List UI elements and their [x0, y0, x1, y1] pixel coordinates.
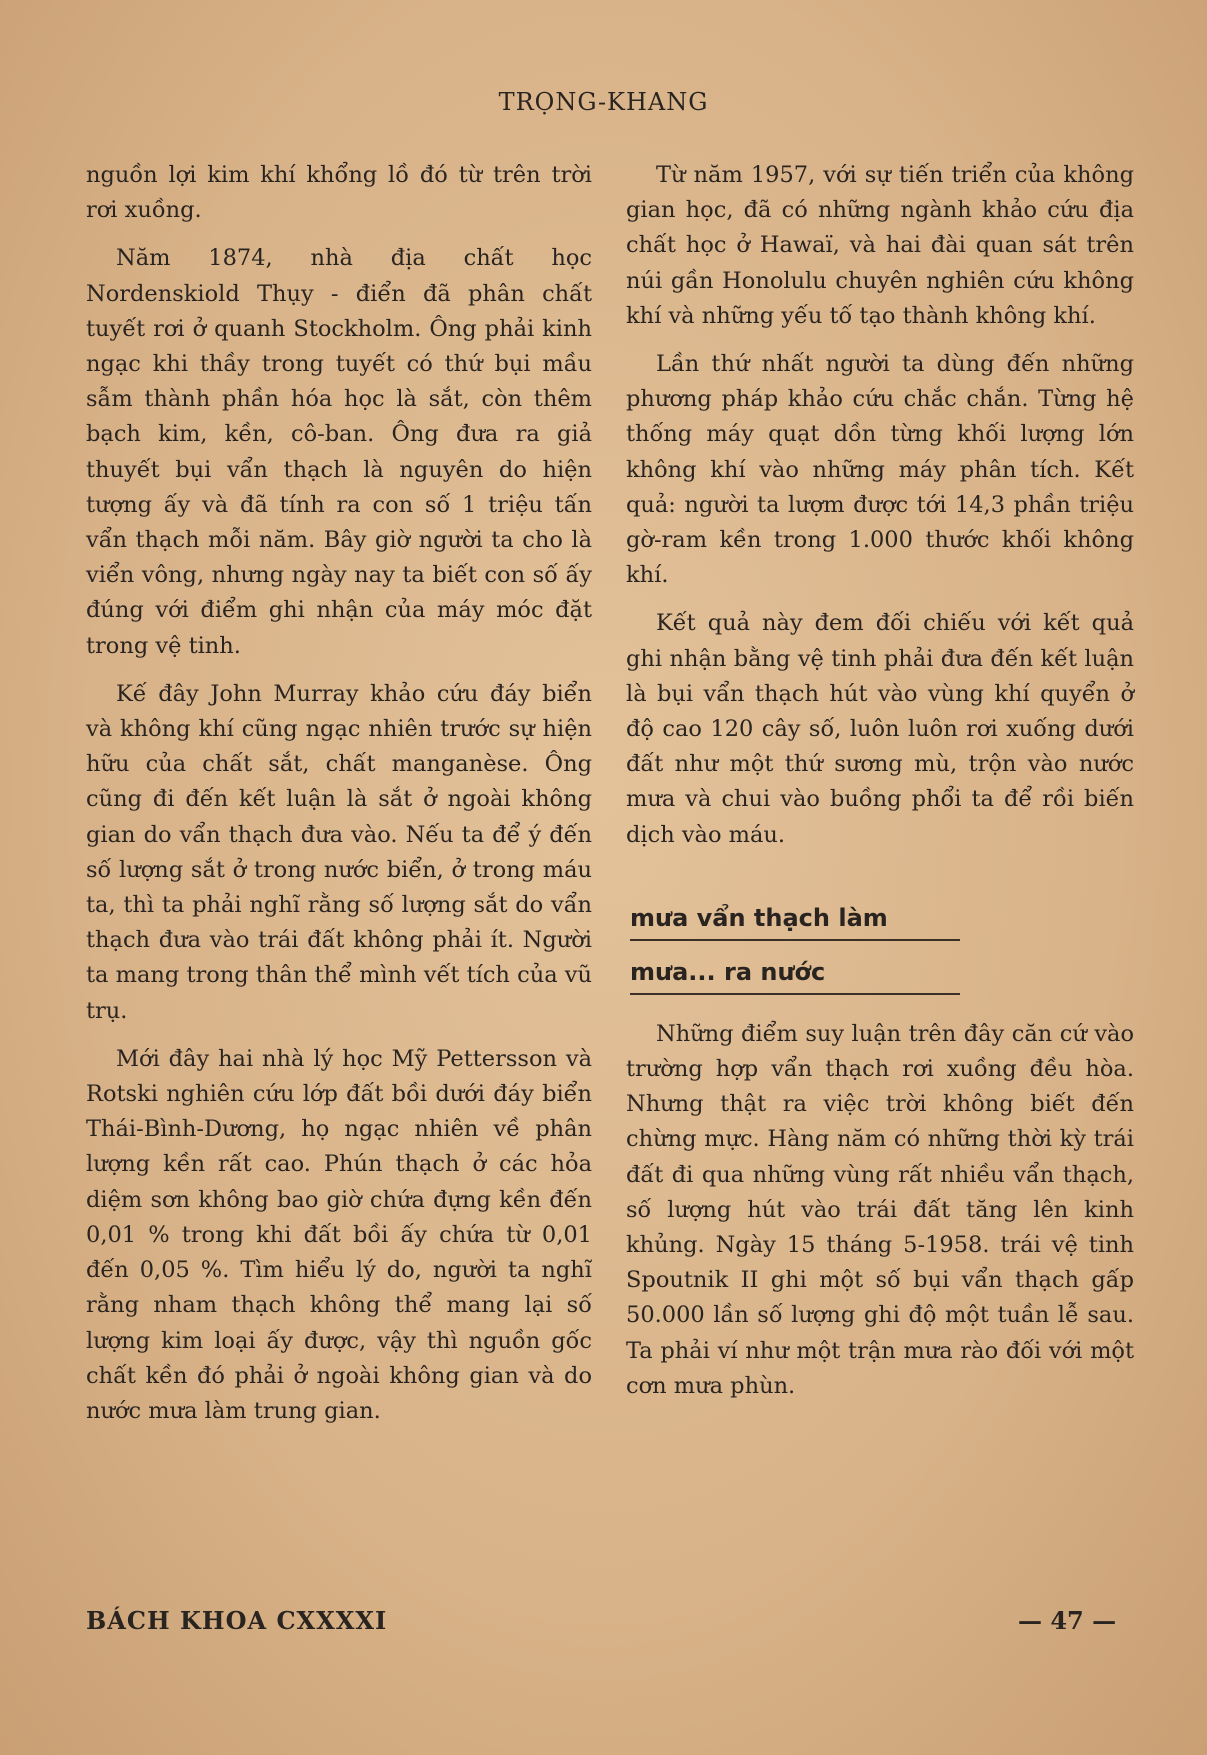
right-column [626, 158, 1134, 1417]
running-header: TRỌNG-KHANG [498, 88, 709, 116]
section-heading [630, 901, 1134, 995]
paragraph: Kết quả này đem đối chiếu với kết quả ghi nhận bằng vệ tinh phải đưa đến kết luận là bụi vẩn thạch hút vào vùng khí quyển ở độ cao 120 cây số, luôn luôn rơi xuống dưới đất như một thứ sương mù, trộn vào nước mưa và chui vào buồng phổi ta để rồi biến dịch vào máu. [626, 610, 1134, 848]
left-column [86, 158, 592, 1442]
paragraph: nguồn lợi kim khí khổng lồ đó từ trên trời rơi xuồng. [86, 162, 592, 224]
section-heading-line: mưa... ra nước [630, 955, 960, 995]
paragraph: Những điểm suy luận trên đây căn cứ vào trường hợp vẩn thạch rơi xuồng đều hòa. Nhưng thật ra việc trời không biết đến chừng mực. Hàng năm có những thời kỳ trái đất đi qua những vùng rất nhiều vẩn thạch, số lượng hút vào trái đất tăng lên kinh khủng. Ngày 15 tháng 5-1958. trái vệ tinh Spoutnik II ghi một số bụi vẩn thạch gấp 50.000 lần số lượng ghi độ một tuần lễ sau. Ta phải ví như một trận mưa rào đối với một cơn mưa phùn. [626, 1020, 1134, 1399]
paragraph: Lần thứ nhất người ta dùng đến những phương pháp khảo cứu chắc chắn. Từng hệ thống máy quạt dồn từng khối lượng lớn không khí vào những máy phân tích. Kết quả: người ta lượm được tới 14,3 phần triệu gờ-ram kền trong 1.000 thước khối không khí. [626, 351, 1134, 589]
page-number: — 47 — [1018, 1606, 1117, 1635]
paragraph: Kế đây John Murray khảo cứu đáy biển và không khí cũng ngạc nhiên trước sự hiện hữu của chất sắt, chất manganèse. Ông cũng đi đến kết luận là sắt ở ngoài không gian do vẩn thạch đưa vào. Nếu ta để ý đến số lượng sắt ở trong nước biển, ở trong máu ta, thì ta phải nghĩ rằng số lượng sắt do vẩn thạch đưa vào trái đất không phải ít. Người ta mang trong thân thể mình vết tích của vũ trụ. [86, 680, 592, 1024]
section-heading-line: mưa vẩn thạch làm [630, 901, 960, 941]
paragraph: Năm 1874, nhà địa chất học Nordenskiold Thụy - điển đã phân chất tuyết rơi ở quanh Stockholm. Ông phải kinh ngạc khi thầy trong tuyết có thứ bụi mầu sẫm thành phần hóa học là sắt, còn thêm bạch kim, kền, cô-ban. Ông đưa ra giả thuyết bụi vẩn thạch là nguyên do hiện tượng ấy và đã tính ra con số 1 triệu tấn vẩn thạch mỗi năm. Bây giờ người ta cho là viển vông, nhưng ngày nay ta biết con số ấy đúng với điểm ghi nhận của máy móc đặt trong vệ tinh. [86, 245, 592, 659]
paragraph: Mới đây hai nhà lý học Mỹ Pettersson và Rotski nghiên cứu lớp đất bồi dưới đáy biển Thái-Bình-Dương, họ ngạc nhiên về phân lượng kền rất cao. Phún thạch ở các hỏa diệm sơn không bao giờ chứa đựng kền đến 0,01 % trong khi đất bồi ấy chứa từ 0,01 đến 0,05 %. Tìm hiểu lý do, người ta nghĩ rằng nham thạch không thể mang lại số lượng kim loại ấy được, vậy thì nguồn gốc chất kền đó phải ở ngoài không gian và do nước mưa làm trung gian. [86, 1045, 592, 1424]
paragraph: Từ năm 1957, với sự tiến triển của không gian học, đã có những ngành khảo cứu địa chất học ở Hawaï, và hai đài quan sát trên núi gần Honolulu chuyên nghiên cứu không khí và những yếu tố tạo thành không khí. [626, 162, 1134, 329]
publication-footer: BÁCH KHOA CXXXXI [86, 1606, 388, 1635]
